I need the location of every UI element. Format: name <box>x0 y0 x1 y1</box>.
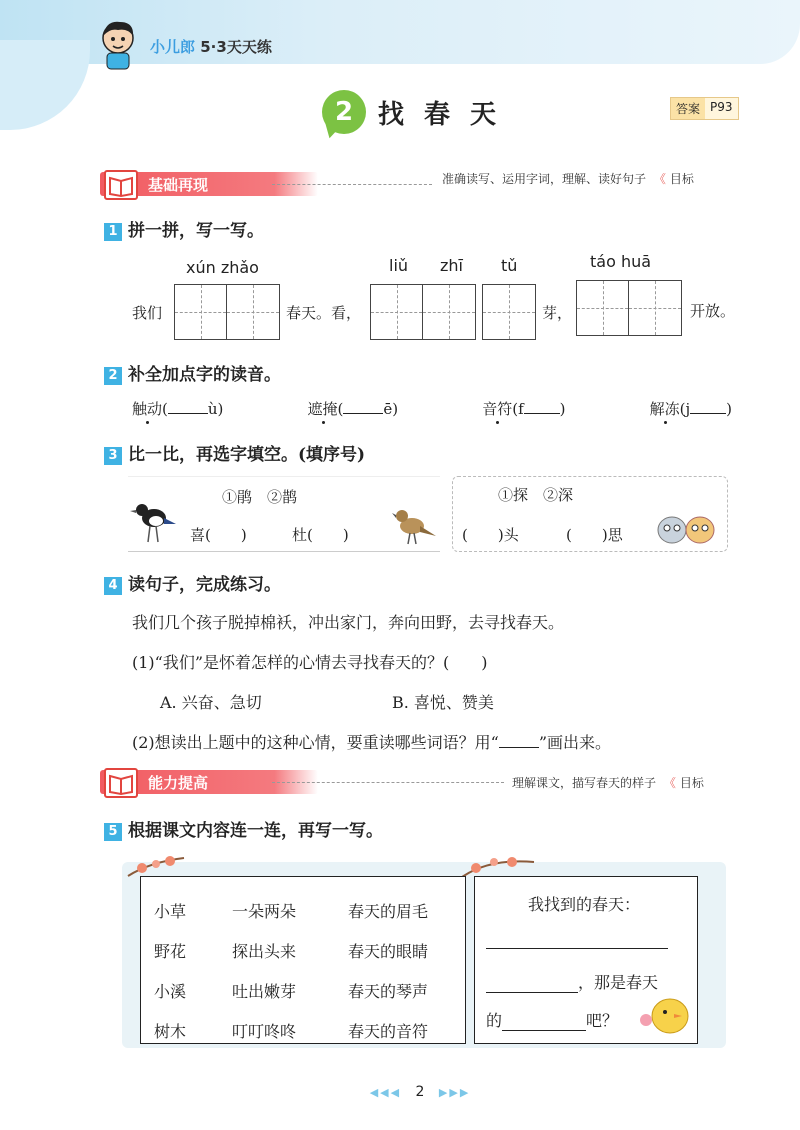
question-2-title: 2 补全加点字的读音。 <box>104 360 281 385</box>
writing-grid-1[interactable] <box>174 284 280 340</box>
q4-option-a[interactable]: A. 兴奋、急切 <box>160 693 262 712</box>
writing-grid-3[interactable] <box>482 284 536 340</box>
goal-tag: 目标 <box>669 172 694 186</box>
match-item[interactable]: 叮叮咚咚 <box>232 1022 297 1041</box>
q3-right-fill1[interactable]: ( )头 <box>462 526 519 544</box>
q3-right-options: ①探 ②深 <box>498 486 574 504</box>
match-item[interactable]: 春天的眼睛 <box>348 942 429 961</box>
book-icon <box>104 170 138 200</box>
match-item[interactable]: 吐出嫩芽 <box>232 982 297 1001</box>
goal-text: 准确读写、运用字词，理解、读好句子 <box>442 172 647 186</box>
pinyin-liu: liǔ <box>389 256 409 275</box>
match-item[interactable]: 探出头来 <box>232 942 297 961</box>
chick-icon <box>636 990 700 1038</box>
answer-blank[interactable] <box>168 413 208 414</box>
q3-left-fill1[interactable]: 喜( ) <box>190 526 247 544</box>
divider <box>272 184 432 185</box>
match-item[interactable]: 春天的音符 <box>348 1022 429 1041</box>
match-item[interactable]: 春天的眉毛 <box>348 902 429 921</box>
question-number: 1 <box>104 223 122 241</box>
answer-label: 答案 <box>671 98 705 119</box>
book-icon <box>104 768 138 798</box>
writing-line-2[interactable] <box>486 992 578 993</box>
arrow-left-icon: ◀◀◀ <box>369 1086 402 1099</box>
page-number: 2 <box>415 1084 425 1100</box>
question-5-title: 5 根据课文内容连一连，再写一写。 <box>104 816 383 841</box>
q1-word-2: 春天。看， <box>286 304 362 322</box>
q2-item: 触动( ù) <box>132 400 224 418</box>
q1-word-5: 开放。 <box>690 302 736 320</box>
question-1-title <box>104 216 264 241</box>
q3-left-fill2[interactable]: 杜( ) <box>292 526 349 544</box>
q5-right-line2: ，那是春天 <box>486 970 658 993</box>
section-advanced-title: 能力提高 <box>148 773 209 792</box>
answer-page: P93 <box>710 100 733 114</box>
q4-sub2: (2)想读出上题中的这种心情，要重读哪些词语？用“ ”画出来。 <box>132 733 612 752</box>
q1-word-4: 芽， <box>542 304 573 322</box>
lesson-number-badge: 2 <box>322 90 366 134</box>
arrow-right-icon: ▶▶▶ <box>438 1086 471 1099</box>
pinyin-zhi: zhī <box>440 256 463 275</box>
answer-reference[interactable] <box>670 97 739 120</box>
pinyin-tu: tǔ <box>501 256 518 275</box>
owl-birds-icon <box>654 510 718 546</box>
brand-series: 5·3天天练 <box>200 38 272 56</box>
question-3-title: 3 比一比，再选字填空。(填序号) <box>104 440 365 465</box>
q2-item: 遮掩( ē) <box>307 400 399 418</box>
match-item[interactable]: 小溪 <box>154 982 187 1001</box>
q2-item: 音符(f ) <box>482 400 566 418</box>
q5-right-line3: 的 吧？ <box>486 1011 619 1030</box>
cuckoo-icon <box>390 500 438 548</box>
magpie-icon <box>130 494 178 546</box>
section-advanced-goal: 理解课文，描写春天的样子 《 目标 <box>512 776 704 790</box>
divider <box>272 782 504 783</box>
match-item[interactable]: 春天的琴声 <box>348 982 429 1001</box>
q1-word-1: 我们 <box>132 304 163 322</box>
match-item[interactable]: 野花 <box>154 942 187 961</box>
match-item[interactable]: 树木 <box>154 1022 187 1041</box>
q5-right-title: 我找到的春天： <box>528 895 641 914</box>
lesson-title: 找春天 <box>378 100 517 130</box>
q5-col-actions <box>232 892 296 1052</box>
match-item[interactable]: 小草 <box>154 902 187 921</box>
answer-blank[interactable] <box>690 413 726 414</box>
writing-grid-4[interactable] <box>576 280 682 336</box>
brand-title <box>150 36 272 57</box>
writing-line-1[interactable] <box>486 948 668 949</box>
brand-name: 小儿郎 <box>150 38 196 56</box>
question-text: 拼一拼，写一写。 <box>128 221 264 241</box>
q2-item: 解冻(j ) <box>649 400 732 418</box>
boy-avatar-icon <box>98 18 138 70</box>
q4-option-b[interactable]: B. 喜悦、赞美 <box>392 693 494 712</box>
answer-blank[interactable] <box>343 413 383 414</box>
writing-line-3[interactable] <box>502 1030 586 1031</box>
q5-col-metaphors <box>348 892 428 1052</box>
pinyin-taohua: táo huā <box>590 252 652 271</box>
q4-sentence: 我们几个孩子脱掉棉袄，冲出家门，奔向田野，去寻找春天。 <box>132 613 565 632</box>
q3-right-fill2[interactable]: ( )思 <box>566 526 623 544</box>
underline-sample <box>499 747 539 748</box>
match-item[interactable]: 一朵两朵 <box>232 902 297 921</box>
page-footer <box>360 1084 480 1100</box>
section-basic-title: 基础再现 <box>148 175 209 194</box>
writing-grid-2[interactable] <box>370 284 476 340</box>
header-band-corner <box>0 40 90 130</box>
question-4-title: 4 读句子，完成练习。 <box>104 570 281 595</box>
pinyin-xunzhao: xún zhǎo <box>186 258 259 277</box>
q5-col-subjects <box>154 892 186 1052</box>
q2-items <box>132 398 732 419</box>
section-basic-goal: 准确读写、运用字词，理解、读好句子 《 目标 <box>442 172 694 186</box>
q3-left-options: ①鹃 ②鹊 <box>222 488 298 506</box>
answer-blank[interactable] <box>524 413 560 414</box>
q4-sub1: (1)“我们”是怀着怎样的心情去寻找春天的？( ) <box>132 653 488 672</box>
